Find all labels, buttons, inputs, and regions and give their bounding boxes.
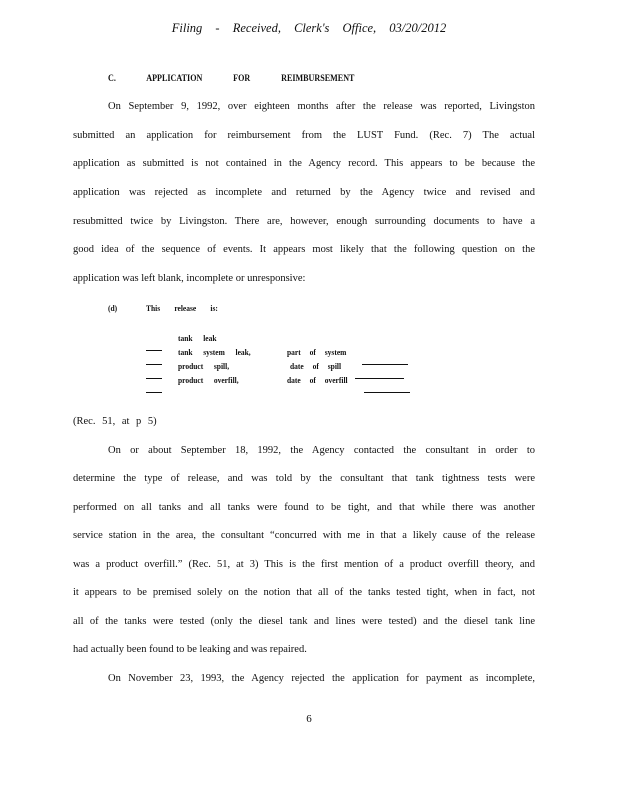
paragraph-line: good idea of the sequence of events. It appears most likely that the following question on the	[73, 244, 535, 255]
paragraph-line: had actually been found to be leaking and was repaired.	[73, 644, 307, 655]
paragraph-line: On September 9, 1992, over eighteen months after the release was reported, Livingston	[108, 101, 535, 112]
paragraph-line: resubmitted twice by Livingston. There are, however, enough surrounding documents to have a	[73, 216, 535, 227]
paragraph-line: it appears to be premised solely on the notion that all of the tanks tested tight, when in fact, not	[73, 587, 535, 598]
paragraph-line: performed on all tanks and all tanks were found to be tight, and that while there was another	[73, 502, 535, 513]
section-heading: C. APPLICATION FOR REIMBURSEMENT	[108, 73, 355, 83]
paragraph-line: submitted an application for reimbursement from the LUST Fund. (Rec. 7) The actual	[73, 130, 535, 141]
option-tank-system-leak: tank system leak,	[178, 347, 251, 357]
paragraph-line: application was rejected as incomplete and returned by the Agency twice and revised and	[73, 187, 535, 198]
filing-header: Filing - Received, Clerk's Office, 03/20/2012	[171, 21, 447, 35]
paragraph-line: On November 23, 1993, the Agency rejected the application for payment as incomplete,	[108, 673, 535, 684]
option-extra-date-of-spill: date of spill	[290, 361, 342, 371]
paragraph-line: determine the type of release, and was told by the consultant that tank tightness tests were	[73, 473, 535, 484]
citation: (Rec. 51, at p 5)	[73, 416, 157, 427]
page-number: 6	[306, 713, 312, 725]
option-extra-part-of-system: part of system	[287, 347, 347, 357]
question-label: (d)	[108, 303, 118, 313]
option-product-overfill: product overfill,	[178, 375, 239, 385]
option-extra-date-of-overfill: date of overfill	[287, 375, 348, 385]
paragraph-line: On or about September 18, 1992, the Agency contacted the consultant in order to	[108, 445, 535, 456]
paragraph-line: application as submitted is not contained in the Agency record. This appears to be because the	[73, 158, 535, 169]
fill-in-blank	[364, 375, 410, 393]
question-text: This release is:	[146, 303, 218, 313]
option-tank-leak: tank leak	[178, 333, 217, 343]
paragraph-line: service station in the area, the consultant “concurred with me in that a likely cause of the release	[73, 530, 535, 541]
paragraph-line: was a product overfill.” (Rec. 51, at 3) This is the first mention of a product overfill theory, and	[73, 559, 535, 570]
paragraph-line: application was left blank, incomplete or unresponsive:	[73, 273, 306, 284]
option-product-spill: product spill,	[178, 361, 230, 371]
option-checkbox-blank	[146, 375, 162, 393]
paragraph-line: all of the tanks were tested (only the diesel tank and lines were tested) and the diesel tank line	[73, 616, 535, 627]
